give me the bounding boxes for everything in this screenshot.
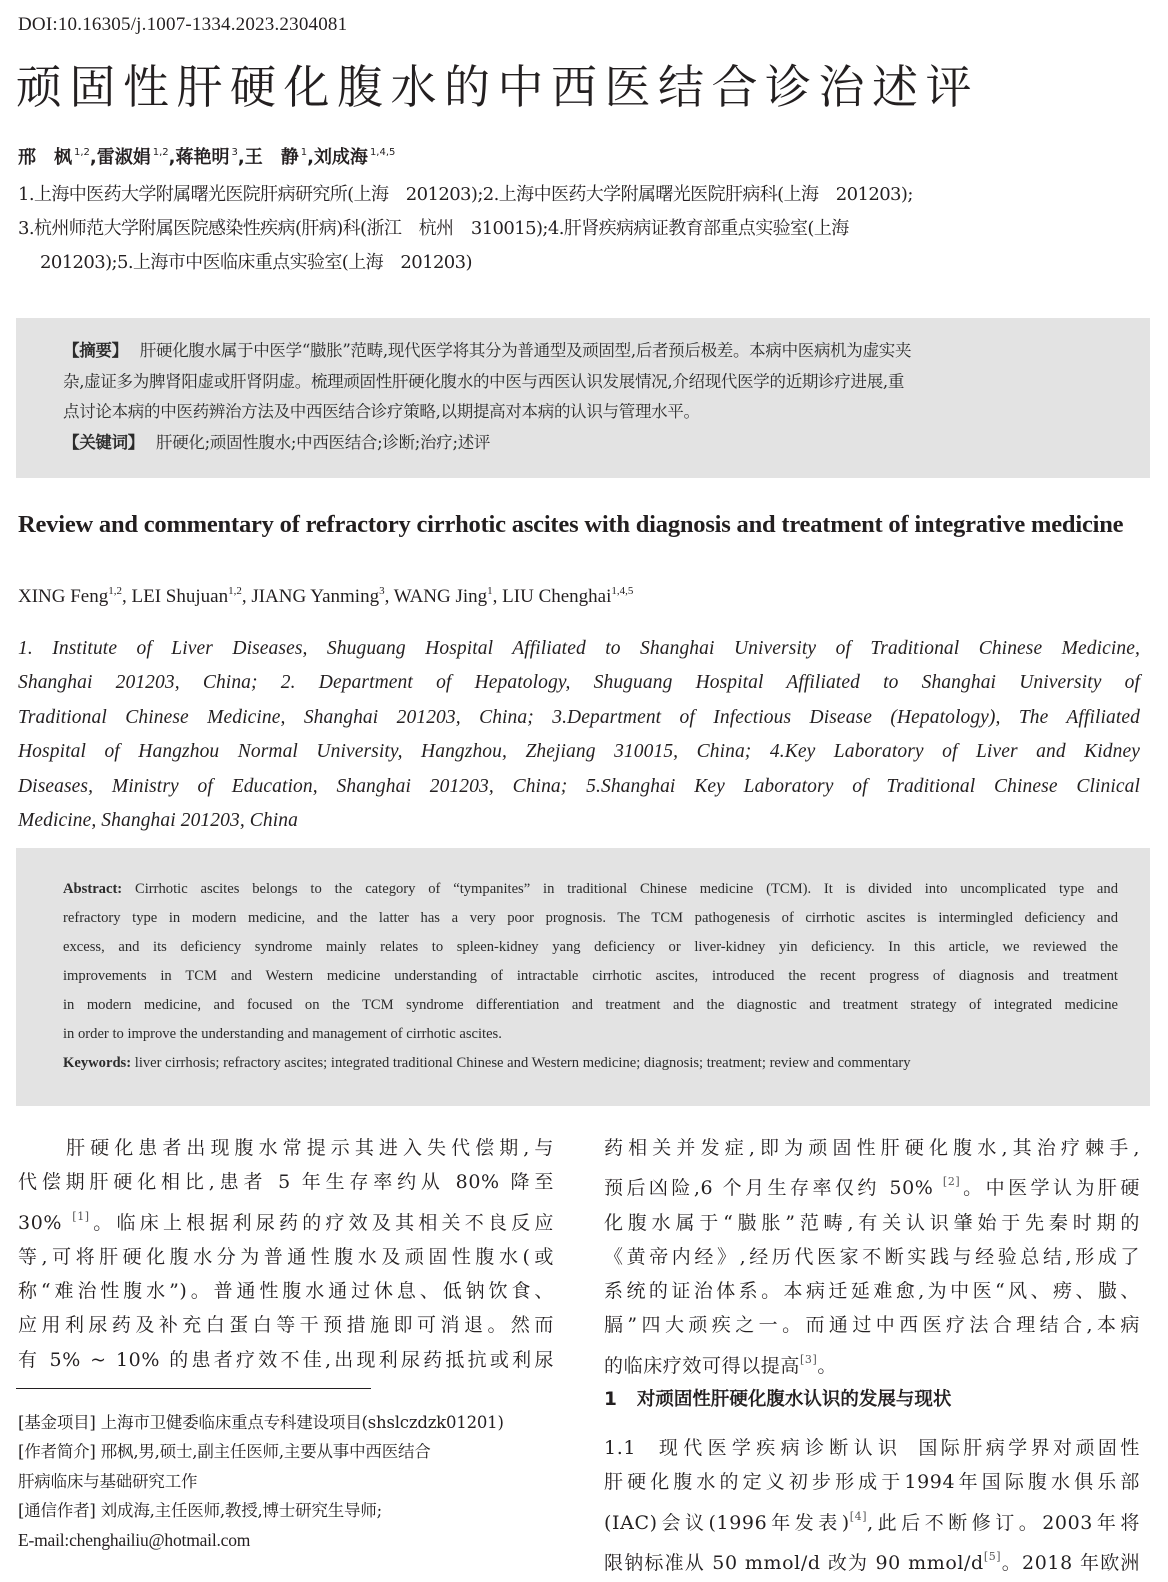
affiliation-en-line: Hospital of Hangzhou Normal University, Hangzhou, Zhejiang 310015, China; 4.Key Laboratory of Liver and Kidney	[18, 741, 1140, 763]
body-text: 。临床上根据利尿药的疗效及其相关不良反应	[89, 1211, 554, 1234]
abstract-cn-line: 杂,虚证多为脾肾阳虚或肝肾阴虚。梳理顽固性肝硬化腹水的中医与西医认识发展情况,介绍现代医学的近期诊疗进展,重	[63, 371, 905, 391]
abstract-en-text: Cirrhotic ascites belongs to the category of “tympanites” in traditional Chinese medicine (TCM). It is divided into uncomplicated type and	[134, 881, 1118, 897]
abstract-cn-line	[63, 336, 1123, 367]
keywords-en: liver cirrhosis; refractory ascites; integrated traditional Chinese and Western medicine; diagnosis; treatment; review and commentary	[134, 1055, 911, 1071]
section-number: 1	[604, 1389, 617, 1410]
author-name: LEI Shujuan	[131, 586, 229, 607]
body-text: 膈”四大顽疾之一。而通过中西医疗法合理结合,本病	[604, 1314, 1140, 1337]
affiliations-en	[18, 632, 1140, 838]
keywords-cn-label: 【关键词】	[63, 432, 145, 452]
author-name: 王 静	[244, 147, 299, 168]
keywords-en-label: Keywords:	[63, 1055, 132, 1071]
body-line	[604, 1500, 1140, 1540]
body-text: ,此后不断修订。2003年将	[867, 1511, 1140, 1534]
footnote-author-intro: [作者简介] 邢枫,男,硕士,副主任医师,主要从事中西医结合	[18, 1442, 431, 1462]
body-text: (IAC)会议(1996年发表)	[604, 1511, 850, 1534]
body-text: 。中医学认为肝硬	[960, 1177, 1140, 1200]
author-separator: ,	[168, 147, 176, 168]
footnote-rule	[16, 1388, 371, 1389]
affiliations-cn	[18, 178, 1143, 280]
body-line	[604, 1274, 1140, 1308]
body-text: 药相关并发症,即为顽固性肝硬化腹水,其治疗棘手,	[604, 1137, 1140, 1159]
body-line	[18, 1165, 554, 1199]
author-name: LIU Chenghai	[502, 586, 612, 607]
body-line	[18, 1200, 554, 1240]
abstract-cn	[63, 336, 1123, 458]
body-line	[604, 1131, 1140, 1165]
body-line	[604, 1540, 1140, 1580]
keywords-cn-line	[63, 428, 1123, 459]
citation-ref: [2]	[942, 1175, 961, 1189]
body-line	[18, 1131, 554, 1165]
abstract-en-line	[63, 875, 1118, 904]
authors-en	[18, 585, 633, 608]
affiliation-en-line: 1. Institute of Liver Diseases, Shuguang Hospital Affiliated to Shanghai University of Traditional Chinese Medicine,	[18, 638, 1140, 659]
author-separator: ,	[384, 586, 394, 607]
authors-cn	[18, 143, 395, 169]
author-affiliation-marker: 1,2	[228, 585, 242, 597]
body-right-column	[604, 1131, 1140, 1383]
abstract-en-line: in order to improve the understanding and management of cirrhotic ascites.	[63, 1026, 502, 1042]
section-1-heading	[604, 1385, 951, 1411]
body-line	[604, 1165, 1140, 1205]
affiliation-line: 3.杭州师范大学附属医院感染性疾病(肝病)科(浙江 杭州 310015);4.肝肾疾病病证教育部重点实验室(上海	[18, 218, 849, 239]
section-title: 对顽固性肝硬化腹水认识的发展与现状	[636, 1389, 952, 1410]
citation-ref: [1]	[72, 1209, 90, 1223]
body-text: 肝硬化腹水的定义初步形成于1994年国际腹水俱乐部	[604, 1471, 1140, 1494]
affiliation-en-line: Medicine, Shanghai 201203, China	[18, 810, 298, 832]
author-affiliation-marker: 1,2	[152, 147, 169, 158]
author-name: 刘成海	[313, 147, 368, 168]
body-line	[18, 1343, 554, 1377]
author-separator: ,	[122, 586, 132, 607]
abstract-cn-label: 【摘要】	[63, 341, 128, 360]
author-name: JIANG Yanming	[251, 586, 380, 607]
body-text: 。	[817, 1354, 838, 1377]
body-text: 应用利尿药及补充白蛋白等干预措施即可消退。然而	[18, 1314, 554, 1337]
body-text: 有 5% ~ 10% 的患者疗效不佳,出现利尿药抵抗或利尿	[18, 1348, 554, 1371]
body-line	[604, 1465, 1140, 1499]
abstract-en	[63, 875, 1118, 1078]
body-line	[18, 1308, 554, 1342]
body-line	[604, 1206, 1140, 1240]
doi: DOI:10.16305/j.1007-1334.2023.2304081	[18, 14, 348, 35]
author-name: 蒋艳明	[175, 147, 230, 168]
body-line	[18, 1274, 554, 1308]
abstract-en-label: Abstract:	[63, 881, 123, 897]
author-separator: ,	[89, 147, 97, 168]
keywords-en-line	[63, 1049, 1118, 1078]
footnote-email[interactable]: E-mail:chenghailiu@hotmail.com	[18, 1529, 251, 1550]
body-line	[604, 1343, 1140, 1383]
footnote-corresponding: [通信作者] 刘成海,主任医师,教授,博士研究生导师;	[18, 1501, 383, 1521]
body-text: 国际肝病学界对顽固性	[918, 1437, 1140, 1459]
body-text: 等,可将肝硬化腹水分为普通性腹水及顽固性腹水(或	[18, 1245, 554, 1268]
body-text: 限钠标准从 50 mmol/d 改为 90 mmol/d	[604, 1551, 984, 1574]
affiliation-line: 1.上海中医药大学附属曙光医院肝病研究所(上海 201203);2.上海中医药大学附属曙光医院肝病科(上海 201203);	[18, 184, 913, 205]
body-text: 30%	[18, 1211, 73, 1234]
abstract-en-line: refractory type in modern medicine, and the latter has a very poor prognosis. The TCM pathogenesis of cirrhotic ascites is intermingled deficiency and	[63, 910, 1118, 926]
affiliation-en-line: Diseases, Ministry of Education, Shanghai 201203, China; 5.Shanghai Key Laboratory of Traditional Chinese Clinical	[18, 775, 1140, 797]
body-left-column	[18, 1131, 554, 1377]
author-separator: ,	[237, 147, 245, 168]
author-affiliation-marker: 3	[231, 147, 238, 158]
author-name: 雷淑娟	[96, 147, 151, 168]
author-affiliation-marker: 1,4,5	[611, 585, 634, 597]
body-text: 的临床疗效可得以提高	[604, 1354, 801, 1377]
paper-title-en: Review and commentary of refractory cirrhotic ascites with diagnosis and treatment of integrative medicine	[18, 511, 1124, 538]
body-text: 肝硬化患者出现腹水常提示其进入失代偿期,与	[18, 1137, 554, 1159]
section-1-1-heading-line	[604, 1431, 1140, 1465]
author-separator: ,	[241, 586, 252, 607]
author-name: 邢 枫	[18, 147, 72, 168]
footnote-author-intro-cont: 肝病临床与基础研究工作	[18, 1471, 198, 1491]
body-text: 称“难治性腹水”)。普通性腹水通过休息、低钠饮食、	[18, 1280, 554, 1303]
citation-ref: [4]	[849, 1509, 868, 1523]
author-affiliation-marker: 1	[487, 585, 493, 597]
body-text: 。2018 年欧洲	[1001, 1551, 1141, 1574]
author-separator: ,	[492, 586, 503, 607]
body-text: 预后凶险,6 个月生存率仅约 50%	[604, 1177, 943, 1200]
footnote-funding: [基金项目] 上海市卫健委临床重点专科建设项目(shslczdzk01201)	[18, 1413, 504, 1432]
author-affiliation-marker: 1,4,5	[369, 147, 396, 158]
abstract-cn-line: 点讨论本病的中医药辨治方法及中西医结合诊疗策略,以期提高对本病的认识与管理水平。	[63, 402, 700, 421]
author-separator: ,	[307, 147, 314, 168]
body-line	[604, 1308, 1140, 1342]
affiliation-en-line: Shanghai 201203, China; 2. Department of Hepatology, Shuguang Hospital Affiliated to Shanghai University of	[18, 672, 1140, 694]
paper-title-cn: 顽固性肝硬化腹水的中西医结合诊治述评	[16, 60, 979, 114]
abstract-en-line: improvements in TCM and Western medicine understanding of intractable cirrhotic ascites, introduced the recent progress of diagnosis and treatment	[63, 968, 1118, 984]
author-affiliation-marker: 1,2	[108, 585, 122, 597]
author-affiliation-marker: 1	[300, 147, 308, 158]
keywords-cn: 肝硬化;顽固性腹水;中西医结合;诊断;治疗;述评	[156, 432, 491, 452]
body-text: 代偿期肝硬化相比,患者 5 年生存率约从 80% 降至	[18, 1171, 554, 1194]
affiliation-line: 201203);5.上海市中医临床重点实验室(上海 201203)	[40, 252, 472, 273]
footnotes	[18, 1408, 558, 1555]
body-line	[18, 1240, 554, 1274]
author-affiliation-marker: 1,2	[74, 147, 90, 158]
abstract-en-line: in modern medicine, and focused on the TCM syndrome differentiation and treatment and the diagnostic and treatment strategy of integrated medicine	[63, 997, 1118, 1013]
section-1-1	[604, 1431, 1140, 1580]
subsection-title: 现代医学疾病诊断认识	[656, 1437, 903, 1459]
author-name: WANG Jing	[393, 586, 488, 607]
citation-ref: [5]	[983, 1549, 1002, 1563]
body-text: 《黄帝内经》,经历代医家不断实践与经验总结,形成了	[604, 1245, 1140, 1268]
abstract-en-line: excess, and its deficiency syndrome mainly relates to spleen-kidney yang deficiency or liver-kidney yin deficiency. In this article, we reviewed the	[63, 939, 1118, 955]
abstract-cn-text: 肝硬化腹水属于中医学“臌胀”范畴,现代医学将其分为普通型及顽固型,后者预后极差。本病中医病机为虚实夹	[139, 341, 912, 360]
author-name: XING Feng	[18, 586, 109, 607]
body-text: 化腹水属于“臌胀”范畴,有关认识肇始于先秦时期的	[604, 1211, 1140, 1234]
affiliation-en-line: Traditional Chinese Medicine, Shanghai 201203, China; 3.Department of Infectious Disease (Hepatology), The Affiliated	[18, 706, 1140, 728]
subsection-number: 1.1	[604, 1437, 637, 1459]
citation-ref: [3]	[800, 1352, 818, 1366]
body-line	[604, 1240, 1140, 1274]
author-affiliation-marker: 3	[379, 585, 385, 597]
body-text: 系统的证治体系。本病迁延难愈,为中医“风、痨、臌、	[604, 1280, 1140, 1303]
